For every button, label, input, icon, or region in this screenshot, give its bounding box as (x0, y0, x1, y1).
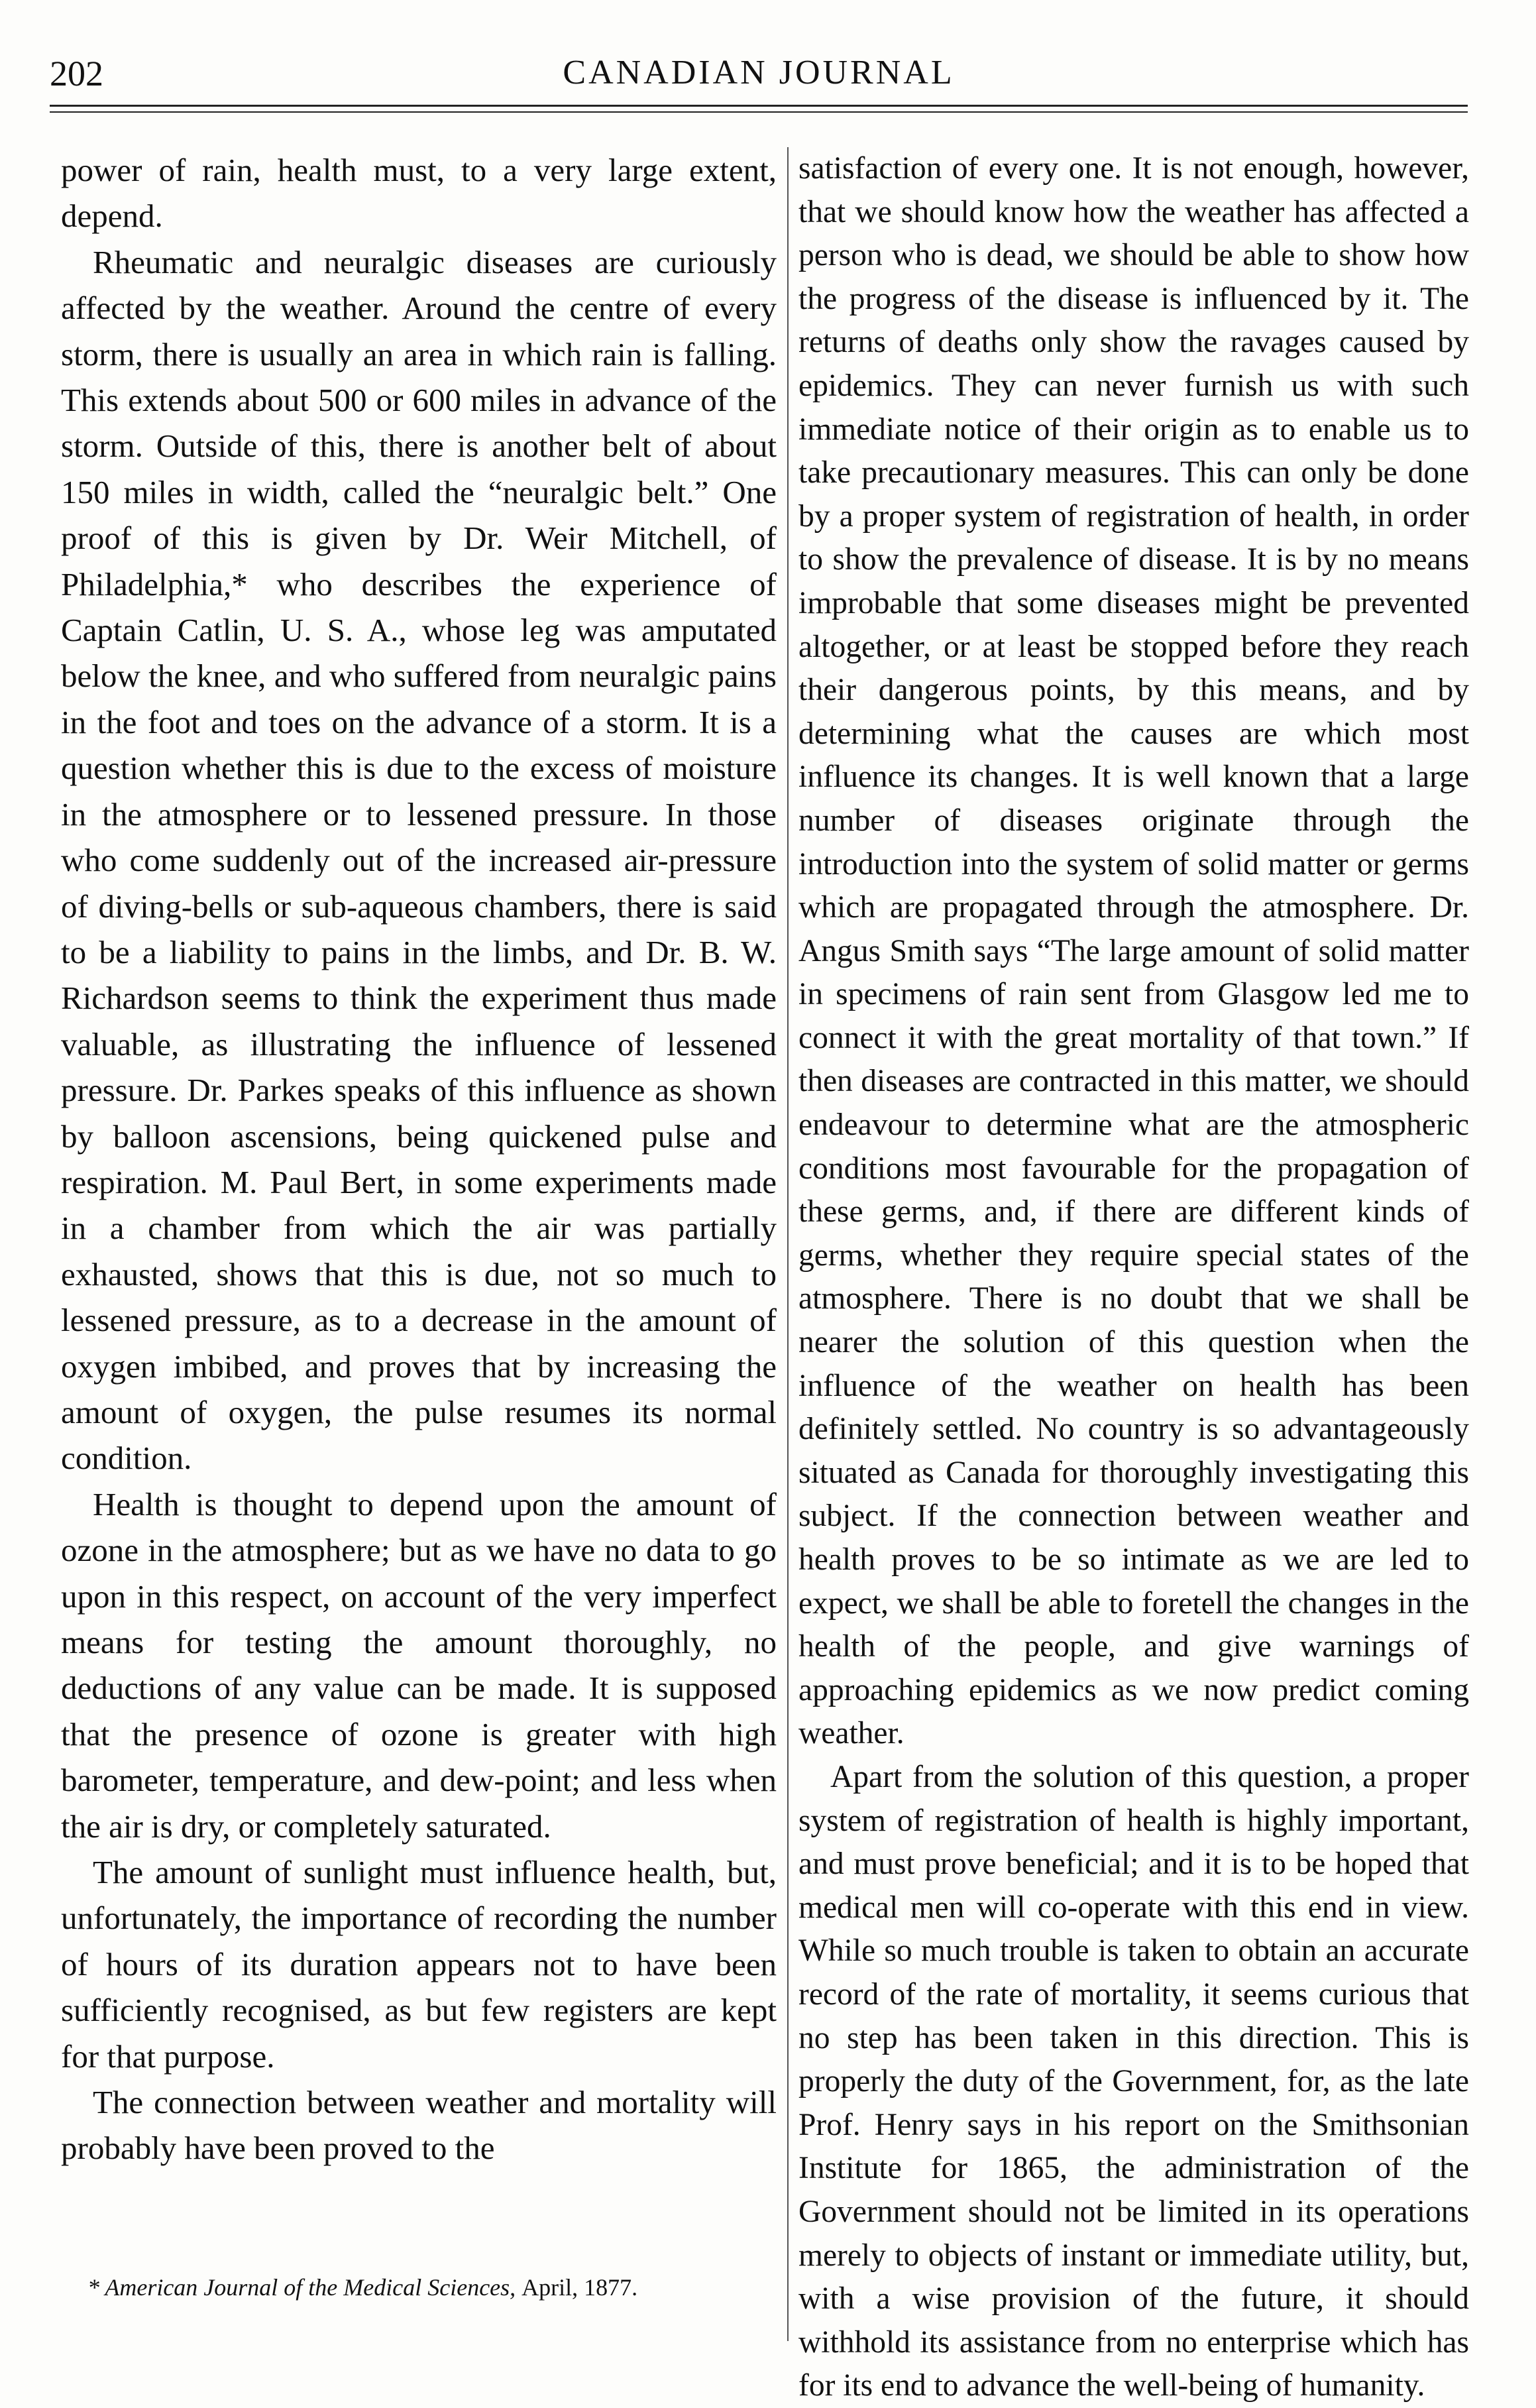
running-title: CANADIAN JOURNAL (563, 54, 955, 91)
paragraph: power of rain, health must, to a very large extent, depend. (61, 152, 777, 235)
right-column (798, 147, 1469, 2408)
paragraph: satisfaction of every one. It is not enough, however, that we should know how the weather has affected a person who is dead, we should be able to show how the progress of the disease is influenced by it. The returns of deaths only show the ravages caused by epidemics. They can never furnish us with such immediate notice of their origin as to enable us to take precautionary measures. This can only be done by a proper system of registration of health, in order to show the prevalence of disease. It is by no means improbable that some diseases might be prevented altogether, or at least be stopped before they reach their dangerous points, by this means, and by determining what the causes are which most influence its changes. It is well known that a large number of diseases originate through the introduction into the system of solid matter or germs which are propagated through the atmosphere. Dr. Angus Smith says “The large amount of solid matter in specimens of rain sent from Glasgow led me to connect it with the great mortality of that town.” If then diseases are contracted in this matter, we should endeavour to determine what are the atmospheric conditions most favourable for the propagation of these germs, and, if there are different kinds of germs, whether they require special states of the atmosphere. There is no doubt that we shall be nearer the solution of this question when the influence of the weather on health has been definitely settled. No country is so advantageously situated as Canada for thoroughly investigating this subject. If the connection between weather and health proves to be so intimate as we are led to expect, we shall be able to foretell the changes in the health of the people, and give warnings of approaching epidemics as we now predict coming weather. (798, 151, 1469, 1751)
footnote-date: April, 1877. (521, 2274, 638, 2301)
page-number: 202 (50, 54, 103, 93)
paragraph: Health is thought to depend upon the amount of ozone in the atmosphere; but as we have no data to go upon in this respect, on account of the very imperfect means for testing the amount thoroughly, no deductions of any value can be made. It is supposed that the presence of ozone is greater with high barometer, temperature, and dew-point; and less when the air is dry, or completely saturated. (61, 1485, 777, 1845)
paragraph: Rheumatic and neuralgic diseases are curiously affected by the weather. Around the centre of every storm, there is usually an area in which rain is falling. This extends about 500 or 600 miles in advance of the storm. Outside of this, there is another belt of about 150 miles in width, called the “neuralgic belt.” One proof of this is given by Dr. Weir Mitchell, of Philadelphia,* who describes the experience of Captain Catlin, U. S. A., whose leg was amputated below the knee, and who suffered from neuralgic pains in the foot and toes on the advance of a storm. It is a question whether this is due to the excess of moisture in the atmosphere or to lessened pressure. In those who come suddenly out of the increased air-pressure of diving-bells or sub-aqueous chambers, there is said to be a liability to pains in the limbs, and Dr. B. W. Richardson seems to think the experiment thus made valuable, as illustrating the influence of lessened pressure. Dr. Parkes speaks of this influence as shown by balloon ascensions, being quickened pulse and respiration. M. Paul Bert, in some experiments made in a chamber from which the air was partially exhausted, shows that this is due, not so much to lessened pressure, as to a decrease in the amount of oxygen imbibed, and proves that by increasing the amount of oxygen, the pulse resumes its normal condition. (61, 243, 777, 1477)
left-column (61, 147, 777, 2171)
footnote-journal: * American Journal of the Medical Sciences, (87, 2274, 516, 2301)
footnote (61, 2273, 777, 2301)
column-divider (787, 147, 789, 2341)
page-header (50, 46, 1468, 99)
header-rule (50, 105, 1468, 107)
paragraph: Apart from the solution of this question, a proper system of registration of health is highly important, and must prove beneficial; and it is to be hoped that medical men will co-operate with this end in view. While so much trouble is taken to obtain an accurate record of the rate of mortality, it seems curious that no step has been taken in this direction. This is properly the duty of the Government, for, as the late Prof. Henry says in his report on the Smithsonian Institute for 1865, the administration of the Government should not be limited in its operations merely to objects of instant or immediate utility, but, with a wise provision of the future, it should withhold its assistance from no enterprise which has for its end to advance the well-being of humanity. (798, 1759, 1469, 2403)
paragraph: The connection between weather and mortality will probably have been proved to the (61, 2084, 777, 2167)
paragraph: The amount of sunlight must influence health, but, unfortunately, the importance of recording the number of hours of its duration appears not to have been sufficiently recognised, as but few registers are kept for that purpose. (61, 1854, 777, 2075)
header-rule-thin (50, 111, 1468, 113)
